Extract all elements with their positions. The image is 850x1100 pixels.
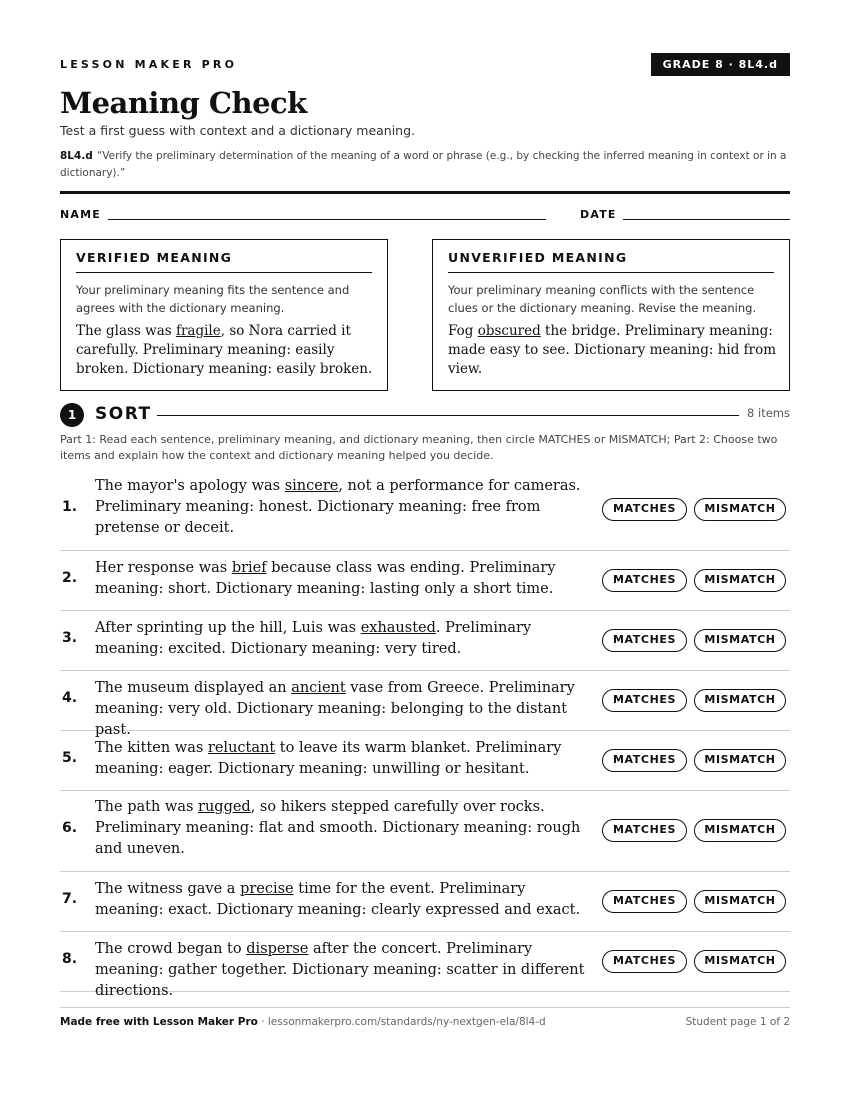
section-rule <box>157 415 739 416</box>
matches-option[interactable]: MATCHES <box>602 890 687 913</box>
list-item <box>60 671 790 738</box>
item-text-before: The crowd began to <box>95 941 247 957</box>
mismatch-option[interactable]: MISMATCH <box>694 629 786 652</box>
mismatch-option[interactable]: MISMATCH <box>694 749 786 772</box>
item-number: 7. <box>62 891 78 907</box>
page-title: Meaning Check <box>60 86 307 120</box>
item-target-word: precise <box>240 881 294 897</box>
list-item <box>60 791 790 872</box>
unverified-example-word: obscured <box>477 323 541 339</box>
section-title: SORT <box>95 404 152 424</box>
verified-heading: VERIFIED MEANING <box>76 250 372 273</box>
item-number: 5. <box>62 750 78 766</box>
list-item <box>60 470 790 551</box>
unverified-example <box>448 322 777 379</box>
list-item <box>60 551 790 611</box>
verified-example-word: fragile <box>175 323 221 339</box>
unverified-example-after: the bridge. Preliminary meaning: made easy to see. Dictionary meaning: hid from view. <box>448 323 777 377</box>
verified-example <box>76 322 375 379</box>
date-field[interactable] <box>623 219 790 220</box>
item-target-word: exhausted <box>360 620 436 636</box>
footer-made-with: Made free with Lesson Maker Pro <box>60 1016 258 1028</box>
mismatch-option[interactable]: MISMATCH <box>694 689 786 712</box>
verified-description: Your preliminary meaning fits the sentence and agrees with the dictionary meaning. <box>76 283 350 315</box>
section-number-badge: 1 <box>60 403 84 427</box>
item-text-before: The museum displayed an <box>95 680 292 696</box>
section-item-count: 8 items <box>747 406 790 420</box>
answer-choices <box>602 749 788 773</box>
footer-page-number: Student page 1 of 2 <box>685 1016 790 1028</box>
footer-divider <box>60 1007 790 1008</box>
verified-example-before: The glass was <box>76 323 176 339</box>
item-text-after: vase from Greece. Preliminary meaning: very old. Dictionary meaning: belonging to the distant past. <box>95 680 575 738</box>
list-item <box>60 872 790 932</box>
matches-option[interactable]: MATCHES <box>602 498 687 521</box>
item-sentence <box>95 558 595 600</box>
item-text-after: . Preliminary meaning: excited. Dictionary meaning: very tired. <box>95 620 532 657</box>
item-text-before: The mayor's apology was <box>95 478 285 494</box>
footer-url[interactable]: · lessonmakerpro.com/standards/ny-nextgen-ela/8l4-d <box>257 1016 546 1028</box>
mismatch-option[interactable]: MISMATCH <box>694 890 786 913</box>
page-footer <box>60 1016 790 1028</box>
date-label: DATE <box>580 208 617 221</box>
matches-option[interactable]: MATCHES <box>602 950 687 973</box>
item-text-before: The kitten was <box>95 740 208 756</box>
list-item <box>60 731 790 791</box>
verified-example-after: , so Nora carried it carefully. Preliminary meaning: easily broken. Dictionary meaning: easily broken. <box>76 323 373 377</box>
grade-badge: GRADE 8 · 8L4.d <box>651 53 790 76</box>
item-sentence <box>95 738 595 780</box>
answer-choices <box>602 950 788 974</box>
item-target-word: disperse <box>246 941 309 957</box>
item-text-before: Her response was <box>95 560 232 576</box>
item-text-before: The witness gave a <box>95 881 241 897</box>
answer-choices <box>602 819 788 843</box>
answer-choices <box>602 629 788 653</box>
section-instructions: Part 1: Read each sentence, preliminary meaning, and dictionary meaning, then circle MATCHES or MISMATCH; Part 2: Choose two items and explain how the context and dictionary meaning helped you decide. <box>60 433 778 462</box>
standard-code: 8L4.d <box>60 150 93 162</box>
answer-choices <box>602 498 788 522</box>
item-number: 2. <box>62 570 78 586</box>
item-target-word: brief <box>231 560 267 576</box>
item-number: 1. <box>62 499 78 515</box>
item-target-word: rugged <box>198 799 251 815</box>
unverified-example-before: Fog <box>448 323 478 339</box>
item-sentence <box>95 879 595 921</box>
item-text-before: The path was <box>95 799 199 815</box>
item-target-word: reluctant <box>207 740 276 756</box>
item-text-after: because class was ending. Preliminary meaning: short. Dictionary meaning: lasting only a short time. <box>95 560 556 597</box>
unverified-description: Your preliminary meaning conflicts with the sentence clues or the dictionary meaning. Revise the meaning. <box>448 283 757 315</box>
mismatch-option[interactable]: MISMATCH <box>694 569 786 592</box>
section-header <box>60 403 790 427</box>
item-number: 6. <box>62 820 78 836</box>
page-header <box>60 56 790 78</box>
answer-choices <box>602 569 788 593</box>
item-target-word: sincere <box>284 478 339 494</box>
item-number: 4. <box>62 690 78 706</box>
item-sentence <box>95 618 595 660</box>
matches-option[interactable]: MATCHES <box>602 689 687 712</box>
item-number: 8. <box>62 951 78 967</box>
name-field[interactable] <box>108 219 546 220</box>
item-text-after: , so hikers stepped carefully over rocks. Preliminary meaning: flat and smooth. Dictionary meaning: rough and uneven. <box>95 799 581 857</box>
unverified-heading: UNVERIFIED MEANING <box>448 250 774 273</box>
list-item <box>60 932 790 999</box>
item-text-after: after the concert. Preliminary meaning: gather together. Dictionary meaning: scatter in different directions. <box>95 941 585 999</box>
item-sentence <box>95 939 595 1002</box>
name-date-row <box>60 208 790 224</box>
matches-option[interactable]: MATCHES <box>602 629 687 652</box>
standard-statement <box>60 148 790 182</box>
item-text-after: time for the event. Preliminary meaning: exact. Dictionary meaning: clearly expressed and exact. <box>95 881 581 918</box>
matches-option[interactable]: MATCHES <box>602 819 687 842</box>
page-subtitle: Test a first guess with context and a dictionary meaning. <box>60 123 416 138</box>
answer-choices <box>602 689 788 713</box>
matches-option[interactable]: MATCHES <box>602 749 687 772</box>
item-number: 3. <box>62 630 78 646</box>
brand-name: LESSON MAKER PRO <box>60 58 238 71</box>
mismatch-option[interactable]: MISMATCH <box>694 498 786 521</box>
unverified-meaning-box <box>432 239 790 391</box>
item-target-word: ancient <box>291 680 346 696</box>
mismatch-option[interactable]: MISMATCH <box>694 950 786 973</box>
name-label: NAME <box>60 208 101 221</box>
standard-text: “Verify the preliminary determination of the meaning of a word or phrase (e.g., by checking the inferred meaning in context or in a dictionary).” <box>60 150 787 179</box>
header-divider <box>60 191 790 194</box>
item-list <box>60 470 790 999</box>
mismatch-option[interactable]: MISMATCH <box>694 819 786 842</box>
item-sentence <box>95 476 595 539</box>
item-sentence <box>95 797 595 860</box>
item-text-after: , not a performance for cameras. Preliminary meaning: honest. Dictionary meaning: free from pretense or deceit. <box>95 478 581 536</box>
item-text-after: to leave its warm blanket. Preliminary meaning: eager. Dictionary meaning: unwilling or hesitant. <box>95 740 562 777</box>
answer-choices <box>602 890 788 914</box>
item-text-before: After sprinting up the hill, Luis was <box>95 620 361 636</box>
matches-option[interactable]: MATCHES <box>602 569 687 592</box>
verified-meaning-box <box>60 239 388 391</box>
list-item <box>60 611 790 671</box>
